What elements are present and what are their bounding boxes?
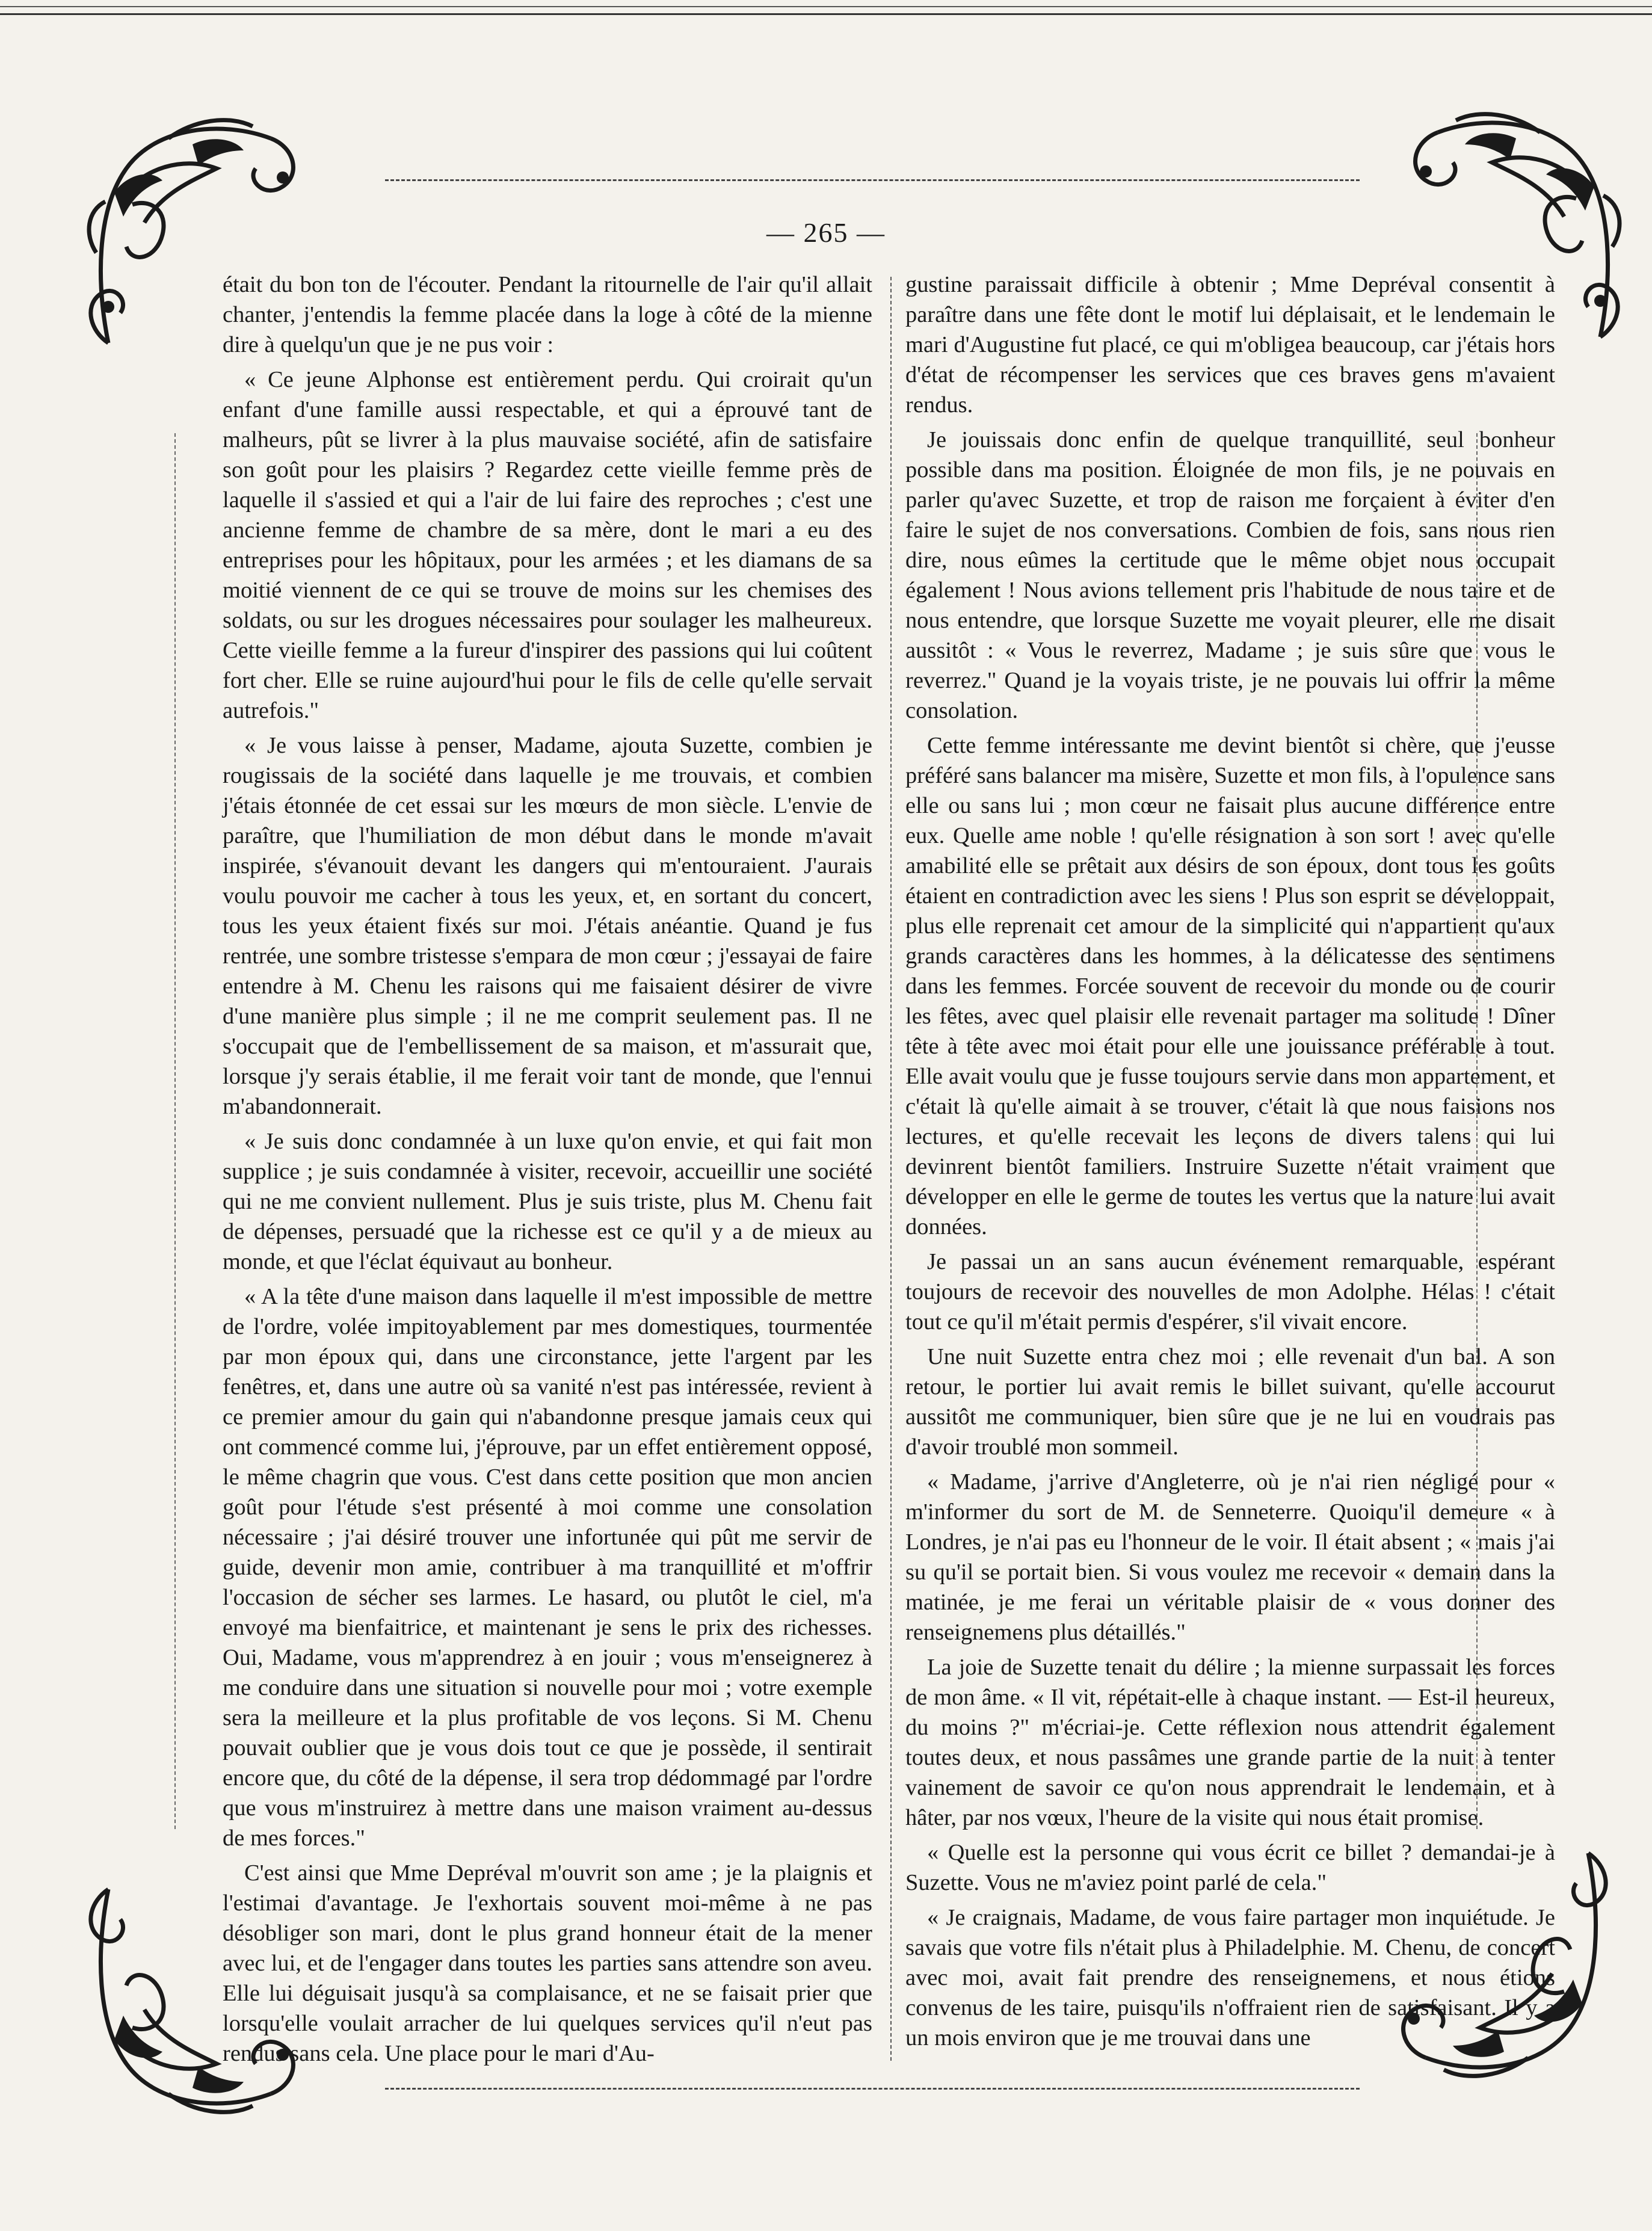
frame-top-dashed-line [385, 179, 1360, 181]
frame-left-dashed-line [174, 433, 176, 1829]
left-column [223, 270, 872, 2069]
paragraph: Une nuit Suzette entra chez moi ; elle revenait d'un bal. A son retour, le portier lui avait remis le billet suivant, qu'elle accourut aussitôt me communiquer, bien sûre que je ne lui en voudrais pas d'avoir troublé mon sommeil. [905, 1344, 1555, 1460]
paragraph: Je jouissais donc enfin de quelque tranquillité, seul bonheur possible dans ma position. Éloignée de mon fils, je ne pouvais en parler qu'avec Suzette, et trop de raison me forçaient à éviter d'en faire le sujet de nos conversations. Combien de fois, sans nous rien dire, nous eûmes la certitude que le même objet nous occupait également ! Nous avions tellement pris l'habitude de nous taire et de nous entendre, que lorsque Suzette me voyait pleurer, elle me disait aussitôt : « Vous le reverrez, Madame ; je suis sûre que vous le reverrez." Quand je la voyais triste, je ne pouvais lui offrir la même consolation. [905, 427, 1555, 723]
paragraph: « Je suis donc condamnée à un luxe qu'on envie, et qui fait mon supplice ; je suis condamnée à visiter, recevoir, accueillir une société qui ne me convient nullement. Plus je suis triste, plus M. Chenu fait de dépenses, persuadé que la richesse est ce qu'il y a de mieux au monde, et que l'éclat équivaut au bonheur. [223, 1129, 872, 1274]
paragraph: « Je vous laisse à penser, Madame, ajouta Suzette, combien je rougissais de la société dans laquelle je me trouvais, et combien j'étais étonnée de cet essai sur les mœurs de mon siècle. L'envie de paraître, que l'humiliation de mon début dans le monde m'avait inspirée, s'évanouit devant les dangers qui m'entouraient. J'aurais voulu pouvoir me cacher à tous les yeux, et, en sortant du concert, tous les yeux étaient fixés sur moi. J'étais anéantie. Quand je fus rentrée, une sombre tristesse s'empara de mon cœur ; j'essayai de faire entendre à M. Chenu les raisons qui me faisaient désirer de vivre d'une manière plus simple ; il ne me comprit seulement pas. Il ne s'occupait que de l'embellissement de sa maison, et m'assurait que, lorsque j'y serais établie, il me ferait voir tant de monde, que l'ennui m'abandonnerait. [223, 733, 872, 1119]
page-number: — 265 — [766, 217, 886, 248]
frame-bottom-dashed-line [385, 2088, 1360, 2090]
paragraph: était du bon ton de l'écouter. Pendant la ritournelle de l'air qu'il allait chanter, j'entendis la femme placée dans la loge à côté de la mienne dire à quelqu'un que je ne pus voir : [223, 272, 872, 357]
paragraph: « Ce jeune Alphonse est entièrement perdu. Qui croirait qu'un enfant d'une famille aussi respectable, et qui a éprouvé tant de malheurs, pût se livrer à la plus mauvaise société, afin de satisfaire son goût pour les plaisirs ? Regardez cette vieille femme près de laquelle il s'assied et qui a l'air de lui faire des reproches ; c'est une ancienne femme de chambre de sa mère, dont le mari a eu des entreprises pour les hôpitaux, pour les armées ; et les diamans de sa moitié viennent de ce qui se trouve de moins sur les chemises des soldats, ou sur les drogues nécessaires pour soulager les malheureux. Cette vieille femme a la fureur d'inspirer des passions qui lui coûtent fort cher. Elle se ruine aujourd'hui pour le fils de celle qu'elle servait autrefois." [223, 367, 872, 723]
right-column [905, 270, 1555, 2053]
paragraph: La joie de Suzette tenait du délire ; la mienne surpassait les forces de mon âme. « Il vit, répétait-elle à chaque instant. — Est-il heureux, du moins ?" m'écriai-je. Cette réflexion nous attendrit également toutes deux, et nous passâmes une grande partie de la nuit à tenter vainement de savoir ce qu'on nous apprendrait le lendemain, et à hâter, par nos vœux, l'heure de la visite qui nous était promise. [905, 1655, 1555, 1830]
top-border-rule [0, 0, 1652, 15]
paragraph: gustine paraissait difficile à obtenir ; Mme Depréval consentit à paraître dans une fête dont le motif lui déplaisait, et le lendemain le mari d'Augustine fut placé, ce qui m'obligea beaucoup, car j'étais hors d'état de récompenser les services que ces braves gens m'avaient rendus. [905, 272, 1555, 418]
paragraph: « Quelle est la personne qui vous écrit ce billet ? demandai-je à Suzette. Vous ne m'aviez point parlé de cela." [905, 1840, 1555, 1895]
paragraph: « A la tête d'une maison dans laquelle il m'est impossible de mettre de l'ordre, volée impitoyablement par mes domestiques, tourmentée par mon époux qui, dans une circonstance, jette l'argent par les fenêtres, et, dans une autre où sa vanité n'est pas intéressée, revient à ce premier amour du gain qui n'abandonne presque jamais ceux qui ont commencé comme lui, j'éprouve, par un effet entièrement opposé, le même chagrin que vous. C'est dans cette position que mon ancien goût pour l'étude s'est présenté à moi comme une consolation nécessaire ; j'ai désiré trouver une infortunée qui pût me servir de guide, devenir mon amie, contribuer à ma tranquillité et m'offrir l'occasion de sécher ses larmes. Le hasard, ou plutôt le ciel, m'a envoyé ma bienfaitrice, et maintenant je sens le prix des richesses. Oui, Madame, vous m'apprendrez à en jouir ; vous m'enseignerez à me conduire dans une situation si nouvelle pour moi ; votre exemple sera la meilleure et la plus profitable de vos leçons. Si M. Chenu pouvait oublier que je vous dois tout ce que je possède, il sentirait encore que, du côté de la dépense, il sera trop dédommagé par l'ordre que vous m'instruirez à mettre dans une maison vraiment au-dessus de mes forces." [223, 1284, 872, 1851]
column-divider [890, 277, 892, 2061]
paragraph: Cette femme intéressante me devint bientôt si chère, que j'eusse préféré sans balancer ma misère, Suzette et mon fils, à l'opulence sans elle ou sans lui ; mon cœur ne faisait plus aucune différence entre eux. Quelle ame noble ! qu'elle résignation à son sort ! avec qu'elle amabilité elle se prêtait aux désirs de son époux, dont tous les goûts étaient en contradiction avec les siens ! Plus son esprit se développait, plus elle reprenait cet amour de la simplicité qui n'appartient qu'aux grands caractères dans les hommes, à la délicatesse des sentimens dans les femmes. Forcée souvent de recevoir du monde ou de courir les fêtes, avec quel plaisir elle revenait partager ma solitude ! Dîner tête à tête avec moi était pour elle une jouissance préférable à tout. Elle avait voulu que je fusse toujours servie dans mon appartement, et c'était là qu'elle aimait à se trouver, c'était là que nous faisions nos lectures, et qu'elle recevait les leçons de divers talens qui lui devinrent bientôt familiers. Instruire Suzette n'était vraiment que développer en elle le germe de toutes les vertus que la nature lui avait données. [905, 733, 1555, 1239]
paragraph: C'est ainsi que Mme Depréval m'ouvrit son ame ; je la plaignis et l'estimai d'avantage. Je l'exhortais souvent moi-même à ne pas désobliger son mari, dont le plus grand honneur était de la mener avec lui, et de l'engager dans toutes les parties sans attendre son aveu. Elle lui déguisait jusqu'à sa complaisance, et ne se faisait prier que lorsqu'elle voulait arracher de lui quelques services qu'il n'eut pas rendus sans cela. Une place pour le mari d'Au- [223, 1860, 872, 2066]
paragraph: « Je craignais, Madame, de vous faire partager mon inquiétude. Je savais que votre fils n'était plus à Philadelphie. M. Chenu, de concert avec moi, avait fait prendre des renseignemens, et nous étions convenus de les taire, puisqu'ils n'offraient rien de satisfaisant. Il y a un mois environ que je me trouvai dans une [905, 1905, 1555, 2050]
paragraph: Je passai un an sans aucun événement remarquable, espérant toujours de recevoir des nouvelles de mon Adolphe. Hélas ! c'était tout ce qu'il m'était permis d'espérer, s'il vivait encore. [905, 1249, 1555, 1335]
paragraph: « Madame, j'arrive d'Angleterre, où je n'ai rien négligé pour « m'informer du sort de M. de Senneterre. Quoiqu'il demeure « à Londres, je n'ai pas eu l'honneur de le voir. Il était absent ; « mais j'ai su qu'il se portait bien. Si vous voulez me recevoir « demain dans la matinée, je me ferai un véritable plaisir de « vous donner des renseignemens plus détaillés." [905, 1469, 1555, 1645]
